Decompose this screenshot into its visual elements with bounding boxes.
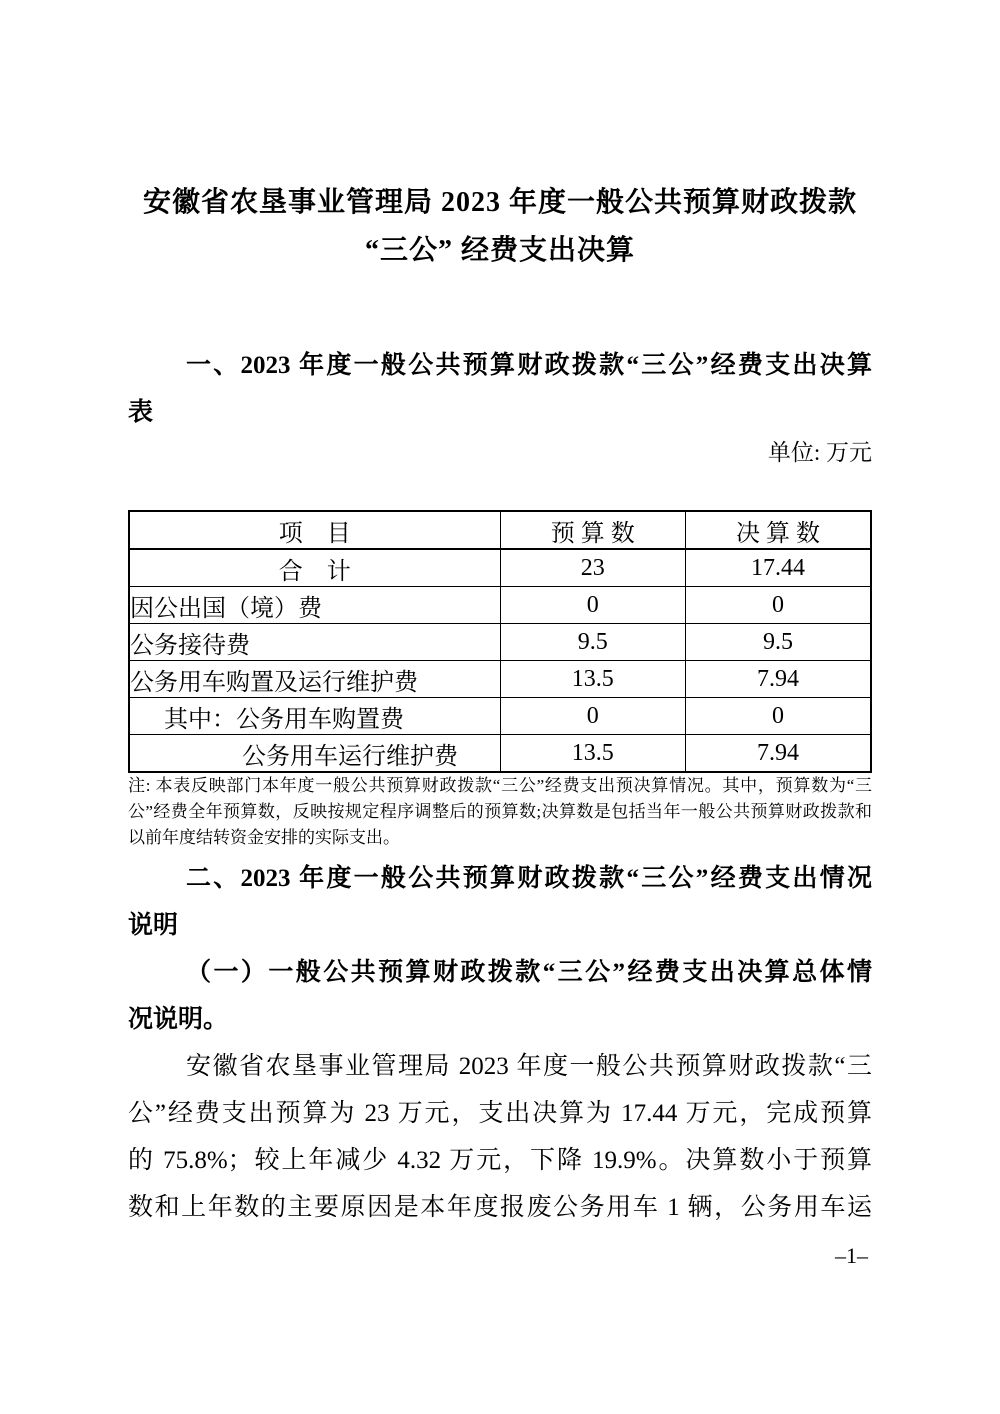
table-cell-final: 0 [686,587,872,624]
section-1-heading [128,342,872,436]
table-cell-budget: 23 [500,549,686,587]
document-title [128,186,872,268]
unit-label: 单位: 万元 [767,440,872,465]
table-note-line-1: 注: 本表反映部门本年度一般公共预算财政拨款“三公”经费支出预决算情况。其中，预算数为“三 [128,776,872,795]
table-cell-final: 9.5 [686,624,872,661]
table-cell-item: 合 计 [129,549,500,587]
section-1-heading-line-2: 表 [128,399,154,426]
table-note-line-2: 公”经费全年预算数，反映按规定程序调整后的预算数;决算数是包括当年一般公共预算财政拨款和 [128,802,872,821]
table-note [128,773,872,851]
section-2-heading-line-1: 二、2023 年度一般公共预算财政拨款“三公”经费支出情况 [186,865,872,892]
table-row-abroad [129,587,871,624]
table-header-budget: 预 算 数 [500,511,686,549]
table-cell-final: 7.94 [686,735,872,773]
table-cell-item: 其中：公务用车购置费 [129,698,500,735]
subsection-1-heading-line-1: （一）一般公共预算财政拨款“三公”经费支出决算总体情 [186,959,872,986]
table-cell-item: 因公出国（境）费 [129,587,500,624]
table-note-line-3: 以前年度结转资金安排的实际支出。 [128,828,400,847]
section-2-heading-line-2: 说明 [128,912,179,939]
subsection-1-heading-line-2: 况说明。 [128,1006,229,1033]
document-title-line-1: 安徽省农垦事业管理局 2023 年度一般公共预算财政拨款 [142,187,857,218]
body-paragraph-line-2: 公”经费支出预算为 23 万元，支出决算为 17.44 万元，完成预算 [128,1100,872,1127]
table-cell-item: 公务接待费 [129,624,500,661]
table-header-item: 项 目 [129,511,500,549]
table-header-final: 决 算 数 [686,511,872,549]
table-cell-final: 0 [686,698,872,735]
body-paragraph-line-3: 的 75.8%；较上年减少 4.32 万元，下降 19.9%。决算数小于预算 [128,1147,872,1174]
document-title-line-2: “三公” 经费支出决算 [364,235,635,266]
table-row-reception [129,624,871,661]
body-paragraph-line-1: 安徽省农垦事业管理局 2023 年度一般公共预算财政拨款“三 [186,1053,872,1080]
table-cell-budget: 13.5 [500,661,686,698]
section-2-heading [128,855,872,949]
table-row-vehicle-total [129,661,871,698]
table-row-vehicle-operation [129,735,871,773]
body-paragraph [128,1043,872,1231]
table-cell-final: 17.44 [686,549,872,587]
table-header-row [129,511,871,549]
table-row-total [129,549,871,587]
table-cell-item: 公务用车购置及运行维护费 [129,661,500,698]
three-public-expense-table [128,510,872,773]
page-number: –1– [835,1243,868,1268]
table-cell-item: 公务用车运行维护费 [129,735,500,773]
table-cell-budget: 13.5 [500,735,686,773]
table-cell-final: 7.94 [686,661,872,698]
section-1-heading-line-1: 一、2023 年度一般公共预算财政拨款“三公”经费支出决算 [186,352,872,379]
body-paragraph-line-4: 数和上年数的主要原因是本年度报废公务用车 1 辆，公务用车运 [128,1194,872,1221]
table-cell-budget: 9.5 [500,624,686,661]
table-cell-budget: 0 [500,698,686,735]
subsection-1-heading [128,949,872,1043]
table-row-vehicle-purchase [129,698,871,735]
table-cell-budget: 0 [500,587,686,624]
